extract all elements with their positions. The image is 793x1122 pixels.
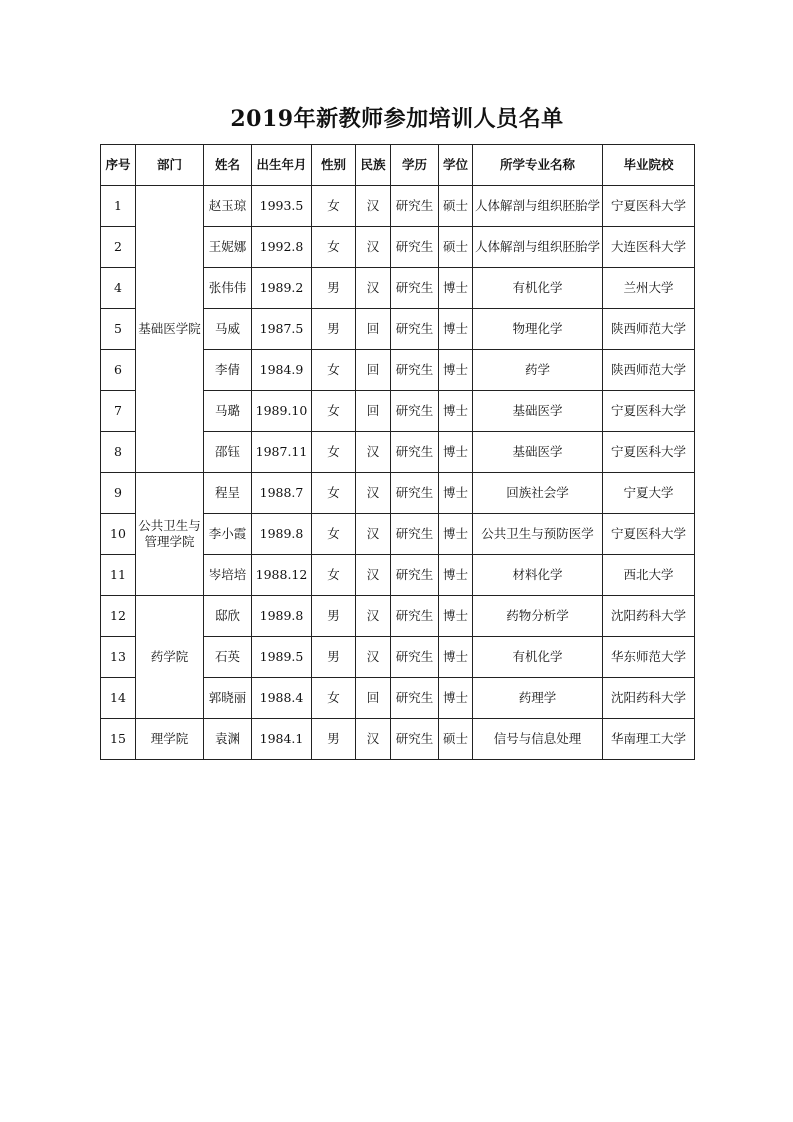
header-department: 部门 bbox=[136, 145, 204, 186]
cell-school: 陕西师范大学 bbox=[603, 309, 695, 350]
cell-name: 程呈 bbox=[204, 473, 252, 514]
cell-degree: 博士 bbox=[439, 637, 473, 678]
cell-school: 宁夏医科大学 bbox=[603, 432, 695, 473]
cell-name: 赵玉琼 bbox=[204, 186, 252, 227]
cell-major: 有机化学 bbox=[473, 268, 603, 309]
cell-name: 马威 bbox=[204, 309, 252, 350]
cell-degree: 博士 bbox=[439, 309, 473, 350]
cell-degree: 博士 bbox=[439, 596, 473, 637]
cell-birth: 1988.7 bbox=[252, 473, 312, 514]
header-gender: 性别 bbox=[312, 145, 356, 186]
cell-gender: 女 bbox=[312, 391, 356, 432]
cell-education: 研究生 bbox=[391, 186, 439, 227]
header-name: 姓名 bbox=[204, 145, 252, 186]
cell-ethnicity: 汉 bbox=[356, 227, 391, 268]
cell-degree: 硕士 bbox=[439, 719, 473, 760]
cell-name: 袁渊 bbox=[204, 719, 252, 760]
table-row bbox=[101, 719, 695, 760]
page-title: 2019年新教师参加培训人员名单 bbox=[230, 106, 564, 132]
cell-education: 研究生 bbox=[391, 391, 439, 432]
cell-degree: 硕士 bbox=[439, 227, 473, 268]
cell-major: 公共卫生与预防医学 bbox=[473, 514, 603, 555]
cell-no: 2 bbox=[101, 227, 136, 268]
cell-major: 信号与信息处理 bbox=[473, 719, 603, 760]
cell-department: 公共卫生与管理学院 bbox=[136, 473, 204, 596]
cell-degree: 博士 bbox=[439, 391, 473, 432]
cell-no: 1 bbox=[101, 186, 136, 227]
table-header bbox=[101, 145, 695, 186]
cell-degree: 博士 bbox=[439, 268, 473, 309]
cell-birth: 1984.1 bbox=[252, 719, 312, 760]
cell-birth: 1989.5 bbox=[252, 637, 312, 678]
cell-school: 华东师范大学 bbox=[603, 637, 695, 678]
cell-major: 基础医学 bbox=[473, 432, 603, 473]
cell-gender: 女 bbox=[312, 678, 356, 719]
cell-ethnicity: 回 bbox=[356, 350, 391, 391]
cell-gender: 男 bbox=[312, 309, 356, 350]
cell-no: 15 bbox=[101, 719, 136, 760]
cell-education: 研究生 bbox=[391, 719, 439, 760]
cell-gender: 女 bbox=[312, 473, 356, 514]
cell-education: 研究生 bbox=[391, 268, 439, 309]
cell-no: 12 bbox=[101, 596, 136, 637]
cell-ethnicity: 回 bbox=[356, 309, 391, 350]
cell-no: 5 bbox=[101, 309, 136, 350]
cell-degree: 博士 bbox=[439, 555, 473, 596]
header-major: 所学专业名称 bbox=[473, 145, 603, 186]
cell-name: 岑培培 bbox=[204, 555, 252, 596]
cell-name: 邵钰 bbox=[204, 432, 252, 473]
header-birth: 出生年月 bbox=[252, 145, 312, 186]
cell-birth: 1992.8 bbox=[252, 227, 312, 268]
cell-birth: 1989.8 bbox=[252, 514, 312, 555]
cell-department: 理学院 bbox=[136, 719, 204, 760]
cell-ethnicity: 汉 bbox=[356, 432, 391, 473]
cell-education: 研究生 bbox=[391, 432, 439, 473]
cell-education: 研究生 bbox=[391, 473, 439, 514]
cell-birth: 1989.10 bbox=[252, 391, 312, 432]
table-row bbox=[101, 186, 695, 227]
cell-birth: 1988.12 bbox=[252, 555, 312, 596]
cell-gender: 男 bbox=[312, 719, 356, 760]
cell-birth: 1987.5 bbox=[252, 309, 312, 350]
cell-department: 药学院 bbox=[136, 596, 204, 719]
cell-no: 10 bbox=[101, 514, 136, 555]
cell-major: 药物分析学 bbox=[473, 596, 603, 637]
cell-school: 陕西师范大学 bbox=[603, 350, 695, 391]
cell-birth: 1993.5 bbox=[252, 186, 312, 227]
cell-education: 研究生 bbox=[391, 514, 439, 555]
cell-ethnicity: 汉 bbox=[356, 555, 391, 596]
cell-ethnicity: 回 bbox=[356, 391, 391, 432]
cell-degree: 博士 bbox=[439, 432, 473, 473]
cell-school: 宁夏医科大学 bbox=[603, 186, 695, 227]
cell-birth: 1987.11 bbox=[252, 432, 312, 473]
cell-name: 张伟伟 bbox=[204, 268, 252, 309]
cell-school: 宁夏大学 bbox=[603, 473, 695, 514]
cell-education: 研究生 bbox=[391, 637, 439, 678]
cell-ethnicity: 汉 bbox=[356, 473, 391, 514]
cell-birth: 1984.9 bbox=[252, 350, 312, 391]
cell-no: 4 bbox=[101, 268, 136, 309]
cell-no: 11 bbox=[101, 555, 136, 596]
cell-school: 宁夏医科大学 bbox=[603, 391, 695, 432]
cell-name: 王妮娜 bbox=[204, 227, 252, 268]
cell-no: 9 bbox=[101, 473, 136, 514]
table-body bbox=[101, 186, 695, 760]
cell-no: 13 bbox=[101, 637, 136, 678]
cell-school: 华南理工大学 bbox=[603, 719, 695, 760]
cell-school: 宁夏医科大学 bbox=[603, 514, 695, 555]
cell-school: 西北大学 bbox=[603, 555, 695, 596]
cell-ethnicity: 汉 bbox=[356, 186, 391, 227]
cell-ethnicity: 汉 bbox=[356, 719, 391, 760]
cell-education: 研究生 bbox=[391, 309, 439, 350]
header-ethnicity: 民族 bbox=[356, 145, 391, 186]
cell-gender: 男 bbox=[312, 596, 356, 637]
cell-gender: 女 bbox=[312, 227, 356, 268]
cell-birth: 1989.2 bbox=[252, 268, 312, 309]
cell-name: 马璐 bbox=[204, 391, 252, 432]
cell-name: 邸欣 bbox=[204, 596, 252, 637]
cell-education: 研究生 bbox=[391, 596, 439, 637]
table-row bbox=[101, 473, 695, 514]
cell-gender: 女 bbox=[312, 514, 356, 555]
cell-department: 基础医学院 bbox=[136, 186, 204, 473]
cell-gender: 女 bbox=[312, 432, 356, 473]
header-degree: 学位 bbox=[439, 145, 473, 186]
cell-major: 药理学 bbox=[473, 678, 603, 719]
cell-degree: 博士 bbox=[439, 473, 473, 514]
training-roster-table bbox=[100, 144, 695, 760]
cell-degree: 博士 bbox=[439, 514, 473, 555]
cell-education: 研究生 bbox=[391, 678, 439, 719]
cell-ethnicity: 汉 bbox=[356, 268, 391, 309]
cell-name: 李小霞 bbox=[204, 514, 252, 555]
cell-no: 14 bbox=[101, 678, 136, 719]
header-education: 学历 bbox=[391, 145, 439, 186]
cell-major: 物理化学 bbox=[473, 309, 603, 350]
header-no: 序号 bbox=[101, 145, 136, 186]
cell-gender: 女 bbox=[312, 350, 356, 391]
cell-major: 有机化学 bbox=[473, 637, 603, 678]
header-school: 毕业院校 bbox=[603, 145, 695, 186]
cell-school: 大连医科大学 bbox=[603, 227, 695, 268]
cell-education: 研究生 bbox=[391, 350, 439, 391]
cell-ethnicity: 汉 bbox=[356, 514, 391, 555]
cell-education: 研究生 bbox=[391, 227, 439, 268]
table-row bbox=[101, 596, 695, 637]
cell-name: 石英 bbox=[204, 637, 252, 678]
cell-education: 研究生 bbox=[391, 555, 439, 596]
cell-no: 6 bbox=[101, 350, 136, 391]
cell-school: 兰州大学 bbox=[603, 268, 695, 309]
cell-degree: 博士 bbox=[439, 678, 473, 719]
cell-no: 7 bbox=[101, 391, 136, 432]
cell-birth: 1989.8 bbox=[252, 596, 312, 637]
cell-school: 沈阳药科大学 bbox=[603, 678, 695, 719]
cell-degree: 博士 bbox=[439, 350, 473, 391]
cell-gender: 女 bbox=[312, 186, 356, 227]
cell-birth: 1988.4 bbox=[252, 678, 312, 719]
cell-school: 沈阳药科大学 bbox=[603, 596, 695, 637]
cell-ethnicity: 汉 bbox=[356, 596, 391, 637]
cell-name: 李倩 bbox=[204, 350, 252, 391]
cell-major: 人体解剖与组织胚胎学 bbox=[473, 186, 603, 227]
cell-gender: 男 bbox=[312, 268, 356, 309]
cell-name: 郭晓丽 bbox=[204, 678, 252, 719]
cell-gender: 女 bbox=[312, 555, 356, 596]
cell-major: 材料化学 bbox=[473, 555, 603, 596]
cell-gender: 男 bbox=[312, 637, 356, 678]
cell-major: 药学 bbox=[473, 350, 603, 391]
cell-ethnicity: 汉 bbox=[356, 637, 391, 678]
cell-ethnicity: 回 bbox=[356, 678, 391, 719]
cell-degree: 硕士 bbox=[439, 186, 473, 227]
cell-major: 基础医学 bbox=[473, 391, 603, 432]
cell-major: 人体解剖与组织胚胎学 bbox=[473, 227, 603, 268]
header-row bbox=[101, 145, 695, 186]
cell-no: 8 bbox=[101, 432, 136, 473]
cell-major: 回族社会学 bbox=[473, 473, 603, 514]
